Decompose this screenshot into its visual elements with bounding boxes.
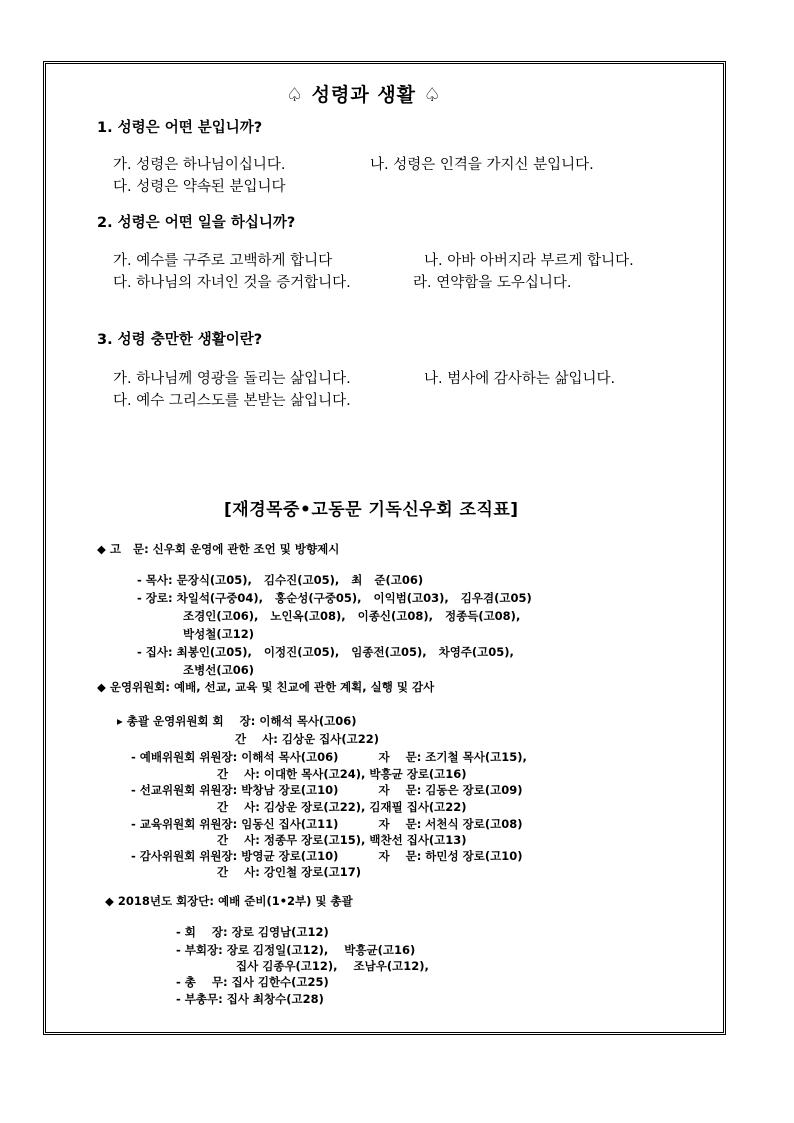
leadership-vice-general-affairs: - 부총무: 집사 최창수(고28) — [176, 992, 324, 1006]
advisors-heading: ◆ 고 문: 신우회 운영에 관한 조언 및 방향제시 — [97, 542, 340, 556]
advisors-pastors: - 목사: 문장식(고05), 김수진(고05), 최 준(고06) — [137, 573, 424, 587]
question-1: 1. 성령은 어떤 분입니까? — [97, 120, 263, 136]
education-committee-secretary: 간 사: 정종무 장로(고15), 백찬선 집사(고13) — [217, 833, 467, 847]
answer-3-c: 다. 예수 그리스도를 본받는 삶입니다. — [113, 393, 351, 409]
answer-1-c: 다. 성령은 약속된 분입니다 — [113, 179, 286, 195]
advisors-elders-1: - 장로: 차일석(구중04), 홍순성(구중05), 이익범(고03), 김우겸(고05) — [137, 591, 532, 605]
answer-1-a: 가. 성령은 하나님이십니다. — [113, 157, 286, 173]
answer-3-a: 가. 하나님께 영광을 돌리는 삶입니다. — [113, 371, 351, 387]
page-title: ♤ 성령과 생활 ♤ — [286, 84, 442, 106]
question-3: 3. 성령 충만한 생활이란? — [97, 332, 263, 348]
mission-committee-secretary: 간 사: 김상운 장로(고22), 김재필 집사(고22) — [217, 800, 467, 814]
leadership-vice-1: - 부회장: 장로 김정일(고12), 박흥균(고16) — [176, 943, 416, 957]
answer-2-b: 나. 아바 아버지라 부르게 합니다. — [424, 253, 634, 269]
advisors-deacons-2: 조병선(고06) — [183, 663, 254, 677]
advisors-elders-2: 조경인(고06), 노인옥(고08), 이종신(고08), 정종득(고08), — [183, 609, 521, 623]
audit-committee-secretary: 간 사: 강인철 장로(고17) — [217, 865, 362, 879]
worship-committee-secretary: 간 사: 이대한 목사(고24), 박흥균 장로(고16) — [217, 767, 467, 781]
general-committee-secretary: 간 사: 김상운 집사(고22) — [235, 732, 380, 746]
mission-committee: - 선교위원회 위원장: 박창남 장로(고10) 자 문: 김동은 장로(고09) — [131, 783, 523, 797]
leadership-general-affairs: - 총 무: 집사 김한수(고25) — [176, 975, 329, 989]
leadership-heading: ◆ 2018년도 회장단: 예배 준비(1•2부) 및 총괄 — [105, 894, 353, 908]
audit-committee: - 감사위원회 위원장: 방영균 장로(고10) 자 문: 하민성 장로(고10) — [131, 849, 523, 863]
answer-2-a: 가. 예수를 구주로 고백하게 합니다 — [113, 253, 333, 269]
question-2: 2. 성령은 어떤 일을 하십니까? — [97, 215, 296, 231]
education-committee: - 교육위원회 위원장: 임동신 집사(고11) 자 문: 서천식 장로(고08) — [131, 817, 523, 831]
org-chart-title: [재경목중•고동문 기독신우회 조직표] — [224, 500, 519, 520]
answer-3-b: 나. 범사에 감사하는 삶입니다. — [424, 371, 616, 387]
answer-1-b: 나. 성령은 인격을 가지신 분입니다. — [370, 157, 594, 173]
general-committee-head: ▸ 총괄 운영위원회 회 장: 이해석 목사(고06) — [117, 714, 357, 728]
committee-heading: ◆ 운영위원회: 예배, 선교, 교육 및 친교에 관한 계획, 실행 및 감사 — [97, 680, 435, 694]
leadership-president: - 회 장: 장로 김영남(고12) — [176, 925, 329, 939]
answer-2-d: 라. 연약함을 도우십니다. — [413, 275, 572, 291]
leadership-vice-2: 집사 김종우(고12), 조남우(고12), — [236, 959, 429, 973]
advisors-elders-3: 박성철(고12) — [183, 627, 254, 641]
worship-committee: - 예배위원회 위원장: 이해석 목사(고06) 자 문: 조기철 목사(고15), — [131, 750, 527, 764]
advisors-deacons-1: - 집사: 최봉인(고05), 이정진(고05), 임종전(고05), 차영주(고05), — [137, 645, 514, 659]
answer-2-c: 다. 하나님의 자녀인 것을 증거합니다. — [113, 275, 351, 291]
